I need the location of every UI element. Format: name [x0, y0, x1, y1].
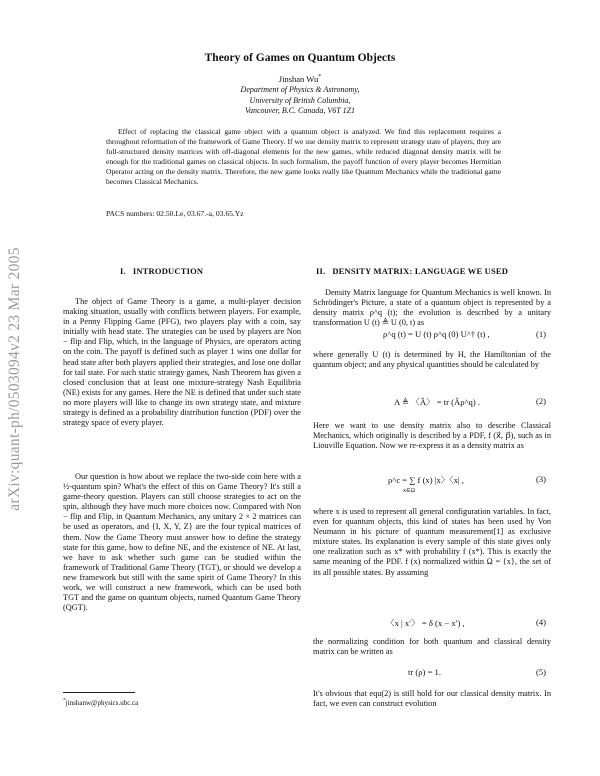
section-heading-introduction	[120, 266, 203, 276]
equation-number-4: (4)	[536, 617, 547, 627]
right-column-paragraph-1	[313, 288, 551, 328]
abstract: Effect of replacing the classical game object with a quantum object is analyzed. We find this replacement requires a throughout reformation of the framework of Game Theory. If we use density matrix to represent strategy state of players, they are full-structured density matrices with off-diagonal elements for the new games, while reduced diagonal density matrix will be enough for the traditional games on classical objects. In such formalism, the payoff function of every player becomes Hermitian Operator acting on the density matrix. Therefore, the new game looks really like Quantum Mechanics while the traditional game becomes Classical Mechanics.	[106, 127, 501, 186]
paragraph-text: Density Matrix language for Quantum Mechanics is well known. In Schrödinger's Picture, a state of a quantum object is represented by a density matrix ρ^q (t); the evolution is described by a unitary transformation U (t) ≜ U (0, t) as	[313, 288, 551, 328]
equation-3-summation-index: x∈Ω	[403, 488, 415, 494]
section-title: INTRODUCTION	[132, 266, 204, 276]
paragraph-text: Our question is how about we replace the two-side coin here with a ½-quantum spin? What's the effect of this on Game Theory? It's still a game-theory question. Players can still choose strategies to act on the spin, although they have much more choices now. Compared with Non − flip and Flip, in Quantum Mechanics, any unitary 2 × 2 matrices can be used as operators, and {I, X, Y, Z} are the four typical matrices of them. Now the Game Theory must answer how to define the strategy state for this game, how to define NE, and the existence of NE. At last, we have to ask whether such game can be studied within the framework of Traditional Game Theory (TGT), or should we develop a new framework but still with the same spirit of Game Theory? In this work, we will construct a new framework, which can be used both TGT and the game on quantum objects, named Quantum Game Theory (QGT).	[63, 472, 301, 613]
paragraph-text: The object of Game Theory is a game, a multi-player decision making situation, usually with conflicts between players. For example, in a Penny Flipping Game (PFG), two players play with a coin, say initially with head state. The strategies can be used by players are Non − flip and Flip, which, in the language of Physics, are operators acting on the coin. The payoff is defined such as player 1 wins one dollar for head state after both players applied their strategies, and lose one dollar for tail state. For such static strategy games, Nash Theorem has given a closed conclusion that at least one mixture-strategy Nash Equilibria (NE) exists for any games. Here the NE is defined that under such state no more players will like to change its own strategy state, and mixture strategy is defined as a probability distribution function (PDF) over the strategy space of every player.	[63, 297, 301, 428]
pacs-numbers: PACS numbers: 02.50.Le, 03.67.-a, 03.65.Yz	[106, 209, 244, 218]
affiliation-line: University of British Columbia,	[249, 95, 351, 105]
footnote-mark: *	[63, 697, 66, 704]
affiliation-line: Department of Physics & Astronomy,	[240, 85, 360, 94]
paragraph-text: where generally U (t) is determined by H, the Hamiltonian of the quantum object; and any physical quantities should be calculated by	[313, 350, 551, 370]
paragraph-text: Here we want to use density matrix also to describe Classical Mechanics, which originally is described by a PDF, f (x⃗, p⃗), such as in Liouville Equation. Now we re-express it as a density matrix as	[313, 421, 551, 451]
footnote	[63, 699, 138, 707]
author-name: Jinshan Wu	[278, 74, 319, 84]
affiliation-line: Vancouver, B.C. Canada, V6T 1Z1	[244, 106, 356, 115]
left-column-paragraph-2	[63, 472, 301, 613]
left-column-paragraph-1	[63, 297, 301, 428]
right-column-paragraph-4	[313, 507, 551, 578]
equation-number-3: (3)	[536, 474, 547, 484]
section-number: II.	[316, 266, 326, 276]
equation-number-2: (2)	[536, 396, 547, 406]
right-column-paragraph-5	[313, 637, 551, 657]
paragraph-text: where x is used to represent all general configuration variables. In fact, even for quantum objects, this kind of states has been used by Von Neumann in his picture of quantum measurement[1] as exclusive mixture states. Its explanation is every sample of this state gives only one realization such as x* with probability f (x*). This is exactly the same meaning of the PDF. f (x) normalized within Ω = {x}, the set of its all possible states. By assuming	[313, 507, 551, 577]
equation-number-1: (1)	[536, 329, 547, 339]
arxiv-identifier: arXiv:quant-ph/0503094v2 23 Mar 2005	[6, 247, 23, 511]
right-column-paragraph-6	[313, 689, 551, 709]
equation-3: ρ^c = ∑ f (x) |x〉〈x| ,	[388, 475, 464, 485]
equation-number-5: (5)	[536, 667, 547, 677]
author-footnote-mark: *	[318, 74, 322, 81]
right-column-paragraph-3	[313, 421, 551, 451]
section-heading-density-matrix	[316, 266, 508, 276]
affiliation	[0, 85, 600, 117]
paragraph-text: the normalizing condition for both quantum and classical density matrix can be written as	[313, 637, 551, 657]
section-number: I.	[120, 266, 126, 276]
equation-1: ρ^q (t) = U (t) ρ^q (0) U^† (t) ,	[383, 329, 490, 339]
equation-2: A ≜ 〈Â〉 = tr (Âρ^q) .	[394, 397, 481, 407]
paragraph-text: It's obvious that equ(2) is still hold for our classical density matrix. In fact, we even can construct evolution	[313, 689, 551, 709]
paper-title: Theory of Games on Quantum Objects	[204, 52, 396, 64]
equation-5: tr (ρ) = 1.	[408, 667, 441, 677]
author-line	[0, 74, 600, 84]
right-column-paragraph-2	[313, 350, 551, 370]
footnote-email: jinshanw@physics.ubc.ca	[65, 699, 139, 707]
footnote-rule	[63, 692, 135, 693]
equation-4: 〈x | x′〉 = δ (x − x′) ,	[386, 618, 465, 628]
section-title: DENSITY MATRIX: LANGUAGE WE USED	[332, 266, 509, 276]
